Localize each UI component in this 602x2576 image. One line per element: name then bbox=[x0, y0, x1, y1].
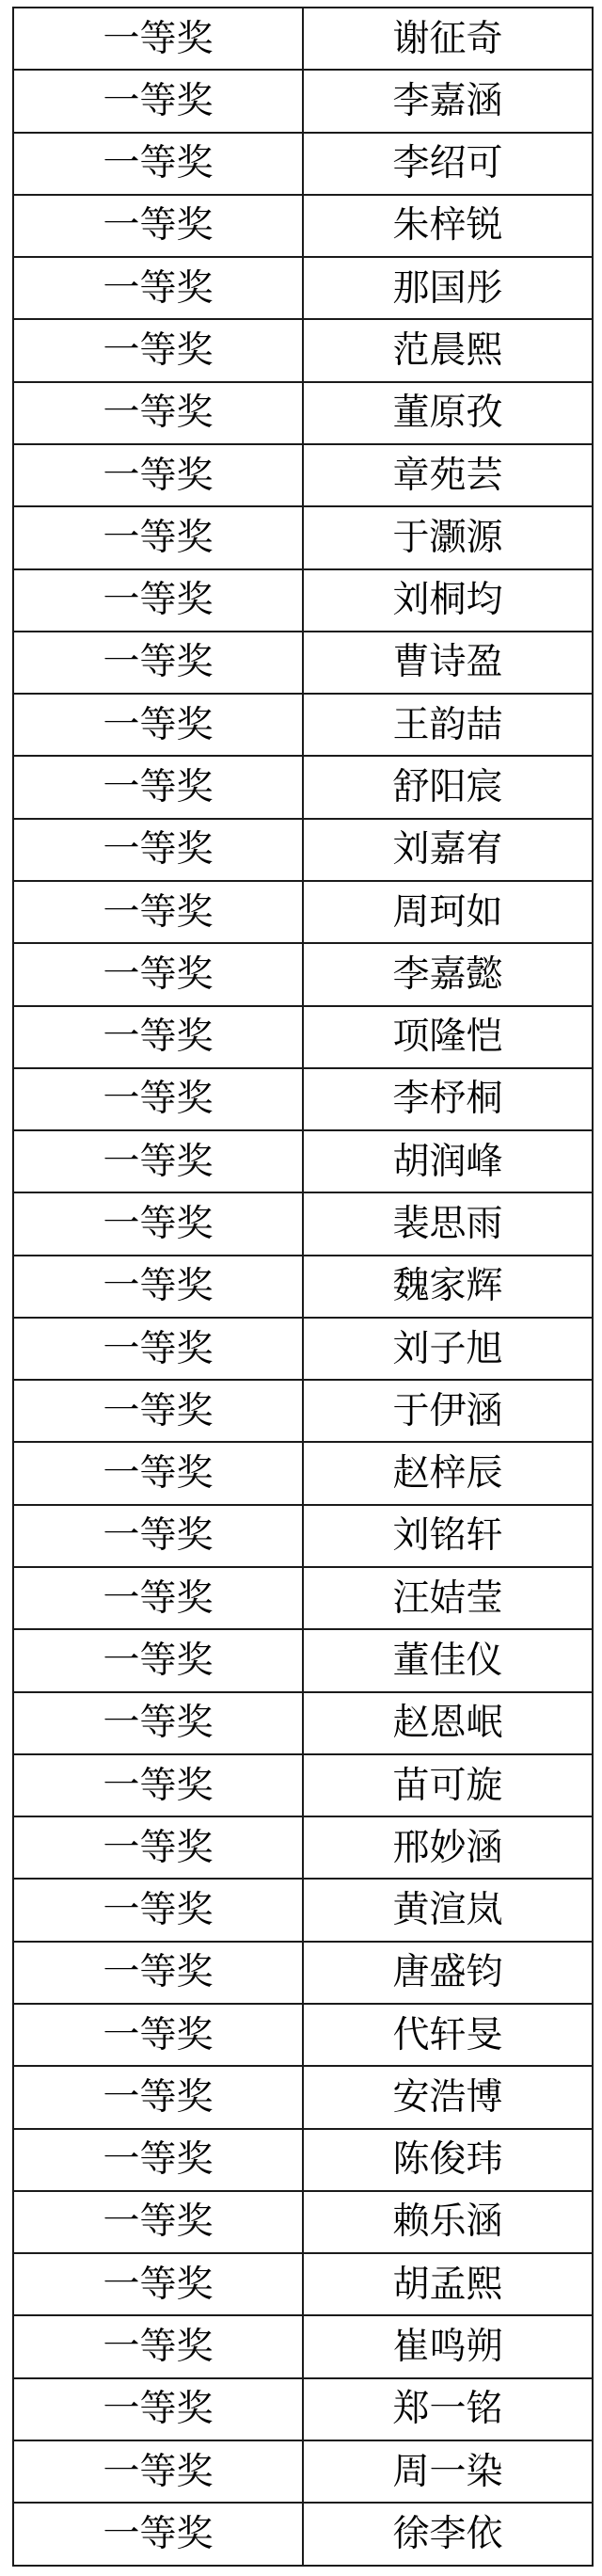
table-row bbox=[13, 881, 593, 943]
winner-name-cell: 朱梓锐 bbox=[303, 195, 593, 257]
table-row bbox=[13, 319, 593, 381]
table-row bbox=[13, 1130, 593, 1192]
award-cell: 一等奖 bbox=[13, 382, 303, 444]
table-row bbox=[13, 2129, 593, 2191]
award-cell: 一等奖 bbox=[13, 2378, 303, 2440]
awards-table-body bbox=[13, 8, 593, 2566]
table-row bbox=[13, 2378, 593, 2440]
winner-name-cell: 章苑芸 bbox=[303, 444, 593, 506]
winner-name-cell: 徐李依 bbox=[303, 2503, 593, 2566]
award-cell: 一等奖 bbox=[13, 1567, 303, 1629]
table-row bbox=[13, 2004, 593, 2066]
award-cell: 一等奖 bbox=[13, 506, 303, 568]
table-row bbox=[13, 195, 593, 257]
winner-name-cell: 胡孟熙 bbox=[303, 2253, 593, 2315]
winner-name-cell: 谢征奇 bbox=[303, 8, 593, 70]
winner-name-cell: 刘桐均 bbox=[303, 569, 593, 632]
awards-table bbox=[12, 7, 594, 2567]
winner-name-cell: 胡润峰 bbox=[303, 1130, 593, 1192]
table-row bbox=[13, 1505, 593, 1567]
award-cell: 一等奖 bbox=[13, 133, 303, 195]
award-cell: 一等奖 bbox=[13, 257, 303, 319]
award-cell: 一等奖 bbox=[13, 8, 303, 70]
winner-name-cell: 李嘉懿 bbox=[303, 943, 593, 1005]
table-row bbox=[13, 756, 593, 818]
award-cell: 一等奖 bbox=[13, 632, 303, 694]
award-cell: 一等奖 bbox=[13, 2129, 303, 2191]
winner-name-cell: 周珂如 bbox=[303, 881, 593, 943]
table-row bbox=[13, 1879, 593, 1941]
award-cell: 一等奖 bbox=[13, 1380, 303, 1442]
table-row bbox=[13, 1068, 593, 1130]
table-row bbox=[13, 382, 593, 444]
winner-name-cell: 苗可旋 bbox=[303, 1754, 593, 1816]
winner-name-cell: 裴思雨 bbox=[303, 1192, 593, 1255]
winner-name-cell: 刘嘉宥 bbox=[303, 819, 593, 881]
winner-name-cell: 赖乐涵 bbox=[303, 2191, 593, 2253]
award-cell: 一等奖 bbox=[13, 444, 303, 506]
winner-name-cell: 舒阳宸 bbox=[303, 756, 593, 818]
award-cell: 一等奖 bbox=[13, 2440, 303, 2503]
table-row bbox=[13, 569, 593, 632]
award-cell: 一等奖 bbox=[13, 1256, 303, 1318]
table-row bbox=[13, 70, 593, 132]
award-cell: 一等奖 bbox=[13, 1816, 303, 1879]
winner-name-cell: 周一染 bbox=[303, 2440, 593, 2503]
award-cell: 一等奖 bbox=[13, 2315, 303, 2377]
table-row bbox=[13, 8, 593, 70]
winner-name-cell: 那国彤 bbox=[303, 257, 593, 319]
winner-name-cell: 魏家辉 bbox=[303, 1256, 593, 1318]
award-cell: 一等奖 bbox=[13, 1505, 303, 1567]
award-cell: 一等奖 bbox=[13, 195, 303, 257]
winner-name-cell: 李绍可 bbox=[303, 133, 593, 195]
table-row bbox=[13, 943, 593, 1005]
winner-name-cell: 陈俊玮 bbox=[303, 2129, 593, 2191]
table-row bbox=[13, 506, 593, 568]
award-cell: 一等奖 bbox=[13, 819, 303, 881]
award-cell: 一等奖 bbox=[13, 2004, 303, 2066]
table-row bbox=[13, 2315, 593, 2377]
winner-name-cell: 黄渲岚 bbox=[303, 1879, 593, 1941]
winner-name-cell: 李嘉涵 bbox=[303, 70, 593, 132]
table-row bbox=[13, 1754, 593, 1816]
award-cell: 一等奖 bbox=[13, 70, 303, 132]
winner-name-cell: 李杼桐 bbox=[303, 1068, 593, 1130]
table-row bbox=[13, 819, 593, 881]
table-row bbox=[13, 2191, 593, 2253]
award-cell: 一等奖 bbox=[13, 881, 303, 943]
winner-name-cell: 董原孜 bbox=[303, 382, 593, 444]
table-row bbox=[13, 1442, 593, 1504]
table-row bbox=[13, 1006, 593, 1068]
award-cell: 一等奖 bbox=[13, 2503, 303, 2566]
award-cell: 一等奖 bbox=[13, 1130, 303, 1192]
award-cell: 一等奖 bbox=[13, 1442, 303, 1504]
table-row bbox=[13, 2066, 593, 2128]
winner-name-cell: 董佳仪 bbox=[303, 1629, 593, 1691]
award-cell: 一等奖 bbox=[13, 694, 303, 756]
table-row bbox=[13, 133, 593, 195]
winner-name-cell: 项隆恺 bbox=[303, 1006, 593, 1068]
award-cell: 一等奖 bbox=[13, 319, 303, 381]
table-row bbox=[13, 694, 593, 756]
award-cell: 一等奖 bbox=[13, 1754, 303, 1816]
winner-name-cell: 代轩旻 bbox=[303, 2004, 593, 2066]
award-cell: 一等奖 bbox=[13, 2066, 303, 2128]
award-cell: 一等奖 bbox=[13, 943, 303, 1005]
winner-name-cell: 于灏源 bbox=[303, 506, 593, 568]
award-cell: 一等奖 bbox=[13, 1068, 303, 1130]
winner-name-cell: 唐盛钧 bbox=[303, 1942, 593, 2004]
award-cell: 一等奖 bbox=[13, 1942, 303, 2004]
table-row bbox=[13, 1692, 593, 1754]
winner-name-cell: 郑一铭 bbox=[303, 2378, 593, 2440]
table-row bbox=[13, 1256, 593, 1318]
award-cell: 一等奖 bbox=[13, 1192, 303, 1255]
award-cell: 一等奖 bbox=[13, 2191, 303, 2253]
winner-name-cell: 刘子旭 bbox=[303, 1318, 593, 1380]
winner-name-cell: 汪姞莹 bbox=[303, 1567, 593, 1629]
table-row bbox=[13, 1816, 593, 1879]
table-row bbox=[13, 1629, 593, 1691]
table-row bbox=[13, 1567, 593, 1629]
award-cell: 一等奖 bbox=[13, 756, 303, 818]
award-cell: 一等奖 bbox=[13, 1879, 303, 1941]
winner-name-cell: 王韵喆 bbox=[303, 694, 593, 756]
winner-name-cell: 邢妙涵 bbox=[303, 1816, 593, 1879]
winner-name-cell: 于伊涵 bbox=[303, 1380, 593, 1442]
table-row bbox=[13, 1192, 593, 1255]
winner-name-cell: 刘铭轩 bbox=[303, 1505, 593, 1567]
award-cell: 一等奖 bbox=[13, 2253, 303, 2315]
table-row bbox=[13, 1942, 593, 2004]
winner-name-cell: 赵梓辰 bbox=[303, 1442, 593, 1504]
winner-name-cell: 赵恩岷 bbox=[303, 1692, 593, 1754]
winner-name-cell: 崔鸣朔 bbox=[303, 2315, 593, 2377]
winner-name-cell: 安浩博 bbox=[303, 2066, 593, 2128]
table-row bbox=[13, 257, 593, 319]
award-cell: 一等奖 bbox=[13, 1006, 303, 1068]
table-row bbox=[13, 2440, 593, 2503]
table-row bbox=[13, 2503, 593, 2566]
table-row bbox=[13, 2253, 593, 2315]
winner-name-cell: 范晨熙 bbox=[303, 319, 593, 381]
table-row bbox=[13, 1380, 593, 1442]
table-row bbox=[13, 444, 593, 506]
table-row bbox=[13, 632, 593, 694]
winner-name-cell: 曹诗盈 bbox=[303, 632, 593, 694]
award-cell: 一等奖 bbox=[13, 1318, 303, 1380]
table-row bbox=[13, 1318, 593, 1380]
award-cell: 一等奖 bbox=[13, 1692, 303, 1754]
award-cell: 一等奖 bbox=[13, 569, 303, 632]
award-cell: 一等奖 bbox=[13, 1629, 303, 1691]
